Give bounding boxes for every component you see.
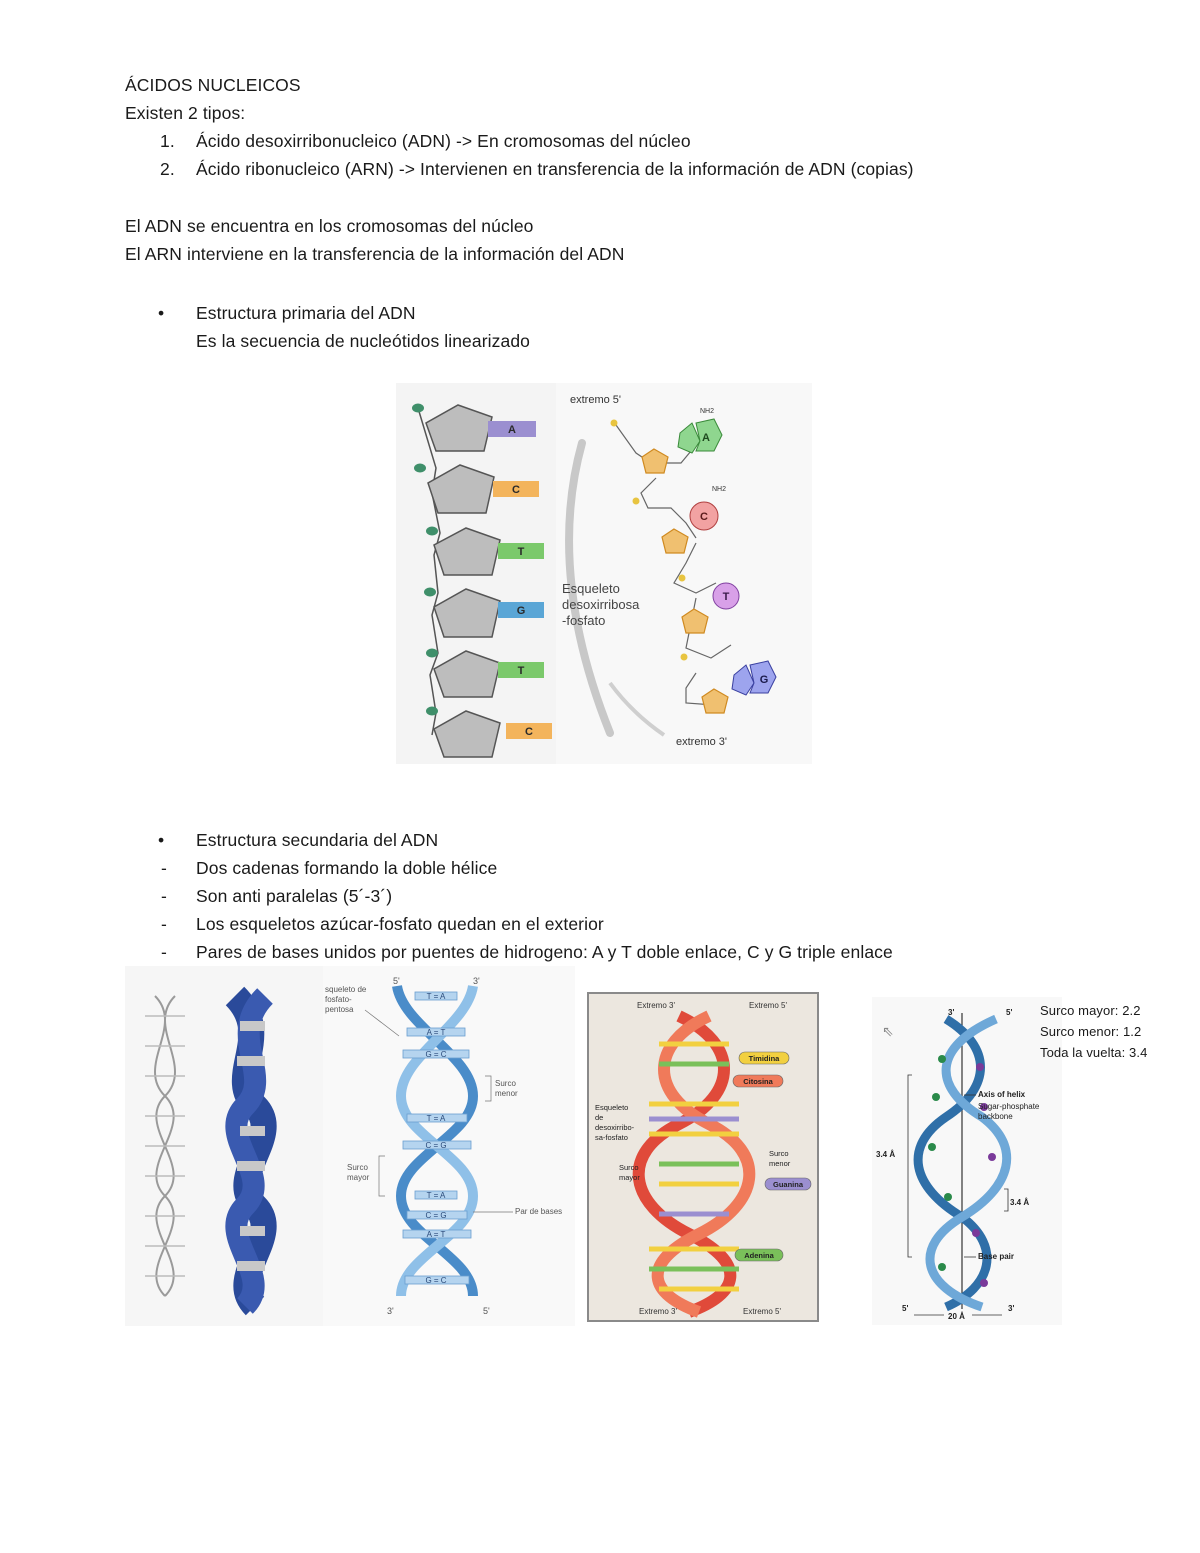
svg-text:3': 3' — [387, 1306, 394, 1316]
chain-base-G — [498, 602, 544, 618]
svg-text:T = A: T = A — [426, 992, 446, 1001]
svg-text:Axis of helix: Axis of helix — [978, 1090, 1026, 1099]
svg-text:20 Å: 20 Å — [948, 1312, 965, 1321]
svg-text:T = A: T = A — [426, 1114, 446, 1123]
svg-text:Sugar-phosphate: Sugar-phosphate — [978, 1102, 1040, 1111]
svg-text:G: G — [759, 674, 769, 686]
svg-text:Surco: Surco — [495, 1079, 516, 1088]
note-major-groove: Surco mayor: 2.2 — [1040, 1003, 1141, 1018]
svg-text:Extremo 5': Extremo 5' — [743, 1307, 781, 1316]
svg-text:5': 5' — [393, 976, 400, 986]
svg-text:Surco: Surco — [619, 1163, 639, 1172]
svg-text:A: A — [702, 432, 710, 444]
dash-3: - — [161, 914, 167, 934]
nucleotide-base-T — [713, 583, 739, 609]
svg-text:C: C — [512, 484, 520, 496]
svg-text:squeleto de: squeleto de — [325, 985, 367, 994]
bullet-primary: • — [158, 303, 165, 323]
point-double-helix: Dos cadenas formando la doble hélice — [196, 858, 498, 878]
svg-text:T = A: T = A — [426, 1191, 446, 1200]
svg-text:Base pair: Base pair — [978, 1252, 1015, 1261]
svg-text:G = C: G = C — [425, 1276, 447, 1285]
svg-text:Esqueleto: Esqueleto — [562, 581, 620, 596]
svg-text:Extremo 3': Extremo 3' — [639, 1307, 677, 1316]
wireframe-helix — [145, 996, 185, 1296]
svg-text:3': 3' — [948, 1008, 955, 1017]
svg-text:3.4 Å: 3.4 Å — [876, 1150, 896, 1159]
svg-text:Surco: Surco — [347, 1163, 368, 1172]
svg-text:Par de bases: Par de bases — [515, 1207, 563, 1216]
figure-blue-helix — [323, 966, 575, 1326]
note-full-turn: Toda la vuelta: 3.4 — [1040, 1045, 1148, 1060]
svg-text:G = C: G = C — [425, 1050, 447, 1059]
list-item-rna: Ácido ribonucleico (ARN) -> Intervienen en transferencia de la información de ADN (copias) — [196, 159, 914, 179]
dash-1: - — [161, 858, 167, 878]
svg-text:Extremo 3': Extremo 3' — [637, 1001, 675, 1010]
svg-text:Extremo 5': Extremo 5' — [749, 1001, 787, 1010]
svg-text:C: C — [525, 726, 533, 738]
chain-base-C — [493, 481, 539, 497]
secondary-heading: Estructura secundaria del ADN — [196, 830, 439, 850]
chain-base-T2 — [498, 662, 544, 678]
svg-text:Timidina: Timidina — [748, 1054, 780, 1063]
svg-text:C = G: C = G — [425, 1141, 447, 1150]
primary-heading: Estructura primaria del ADN — [196, 303, 416, 323]
svg-text:fosfato-: fosfato- — [325, 995, 352, 1004]
svg-text:3': 3' — [1008, 1304, 1015, 1313]
svg-text:Citosina: Citosina — [743, 1077, 773, 1086]
bullet-secondary: • — [158, 830, 165, 850]
cursor-arrow-icon: ⇖ — [882, 1023, 894, 1039]
label-extremo-3: extremo 3' — [676, 736, 728, 748]
list-number-2: 2. — [160, 159, 175, 179]
svg-text:5': 5' — [902, 1304, 909, 1313]
list-item-dna: Ácido desoxirribonucleico (ADN) -> En cromosomas del núcleo — [196, 131, 691, 151]
svg-text:A: A — [508, 424, 516, 436]
svg-text:backbone: backbone — [978, 1112, 1013, 1121]
svg-text:menor: menor — [495, 1089, 518, 1098]
svg-text:mayor: mayor — [347, 1173, 370, 1182]
svg-text:A = T: A = T — [426, 1028, 446, 1037]
figure-dimension-helix — [872, 997, 1062, 1325]
list-number-1: 1. — [160, 131, 175, 151]
svg-text:3': 3' — [473, 976, 480, 986]
figure-helix-models — [125, 966, 323, 1326]
note-minor-groove: Surco menor: 1.2 — [1040, 1024, 1142, 1039]
svg-text:C: C — [700, 511, 708, 523]
svg-text:de: de — [595, 1113, 604, 1122]
svg-text:menor: menor — [769, 1159, 791, 1168]
svg-text:Adenina: Adenina — [744, 1251, 774, 1260]
point-backbone: Los esqueletos azúcar-fosfato quedan en el exterior — [196, 914, 604, 934]
svg-text:pentosa: pentosa — [325, 1005, 354, 1014]
svg-text:desoxirribosa: desoxirribosa — [562, 597, 640, 612]
svg-text:3.4 Å: 3.4 Å — [1010, 1198, 1030, 1207]
svg-text:A = T: A = T — [426, 1230, 446, 1239]
svg-text:T: T — [722, 591, 730, 603]
svg-text:sa-fosfato: sa-fosfato — [595, 1133, 628, 1142]
dash-4: - — [161, 942, 167, 962]
svg-text:NH2: NH2 — [700, 408, 715, 415]
chain-base-T — [498, 543, 544, 559]
svg-text:C = G: C = G — [425, 1211, 447, 1220]
svg-text:Surco: Surco — [769, 1149, 789, 1158]
dash-2: - — [161, 886, 167, 906]
primary-description: Es la secuencia de nucleótidos linearizado — [196, 331, 530, 351]
chain-base-A — [488, 421, 536, 437]
svg-text:Esqueleto: Esqueleto — [595, 1103, 629, 1112]
svg-text:-fosfato: -fosfato — [562, 613, 606, 628]
intro-text: Existen 2 tipos: — [125, 103, 246, 123]
paragraph-rna: El ARN interviene en la transferencia de la información del ADN — [125, 244, 625, 264]
svg-text:T: T — [517, 546, 525, 558]
point-base-pairs: Pares de bases unidos por puentes de hidrogeno: A y T doble enlace, C y G triple enlace — [196, 942, 893, 962]
label-extremo-5: extremo 5' — [570, 394, 622, 406]
svg-text:5': 5' — [483, 1306, 490, 1316]
svg-text:5': 5' — [1006, 1008, 1013, 1017]
paragraph-dna: El ADN se encuentra en los cromosomas del núcleo — [125, 216, 534, 236]
point-antiparallel: Son anti paralelas (5´-3´) — [196, 886, 393, 906]
svg-text:NH2: NH2 — [712, 486, 727, 493]
doc-title: ÁCIDOS NUCLEICOS — [125, 75, 301, 95]
svg-text:G: G — [516, 605, 526, 617]
svg-text:mayor: mayor — [619, 1173, 640, 1182]
svg-text:desoxirribo-: desoxirribo- — [595, 1123, 635, 1132]
blue-helix-labels — [325, 985, 562, 1216]
chain-base-C2 — [506, 723, 552, 739]
svg-text:T: T — [517, 665, 525, 677]
svg-text:Guanina: Guanina — [772, 1180, 804, 1189]
figure-red-helix — [587, 992, 819, 1322]
figure-primary-structure — [396, 383, 812, 764]
space-filling-helix — [235, 996, 265, 1306]
